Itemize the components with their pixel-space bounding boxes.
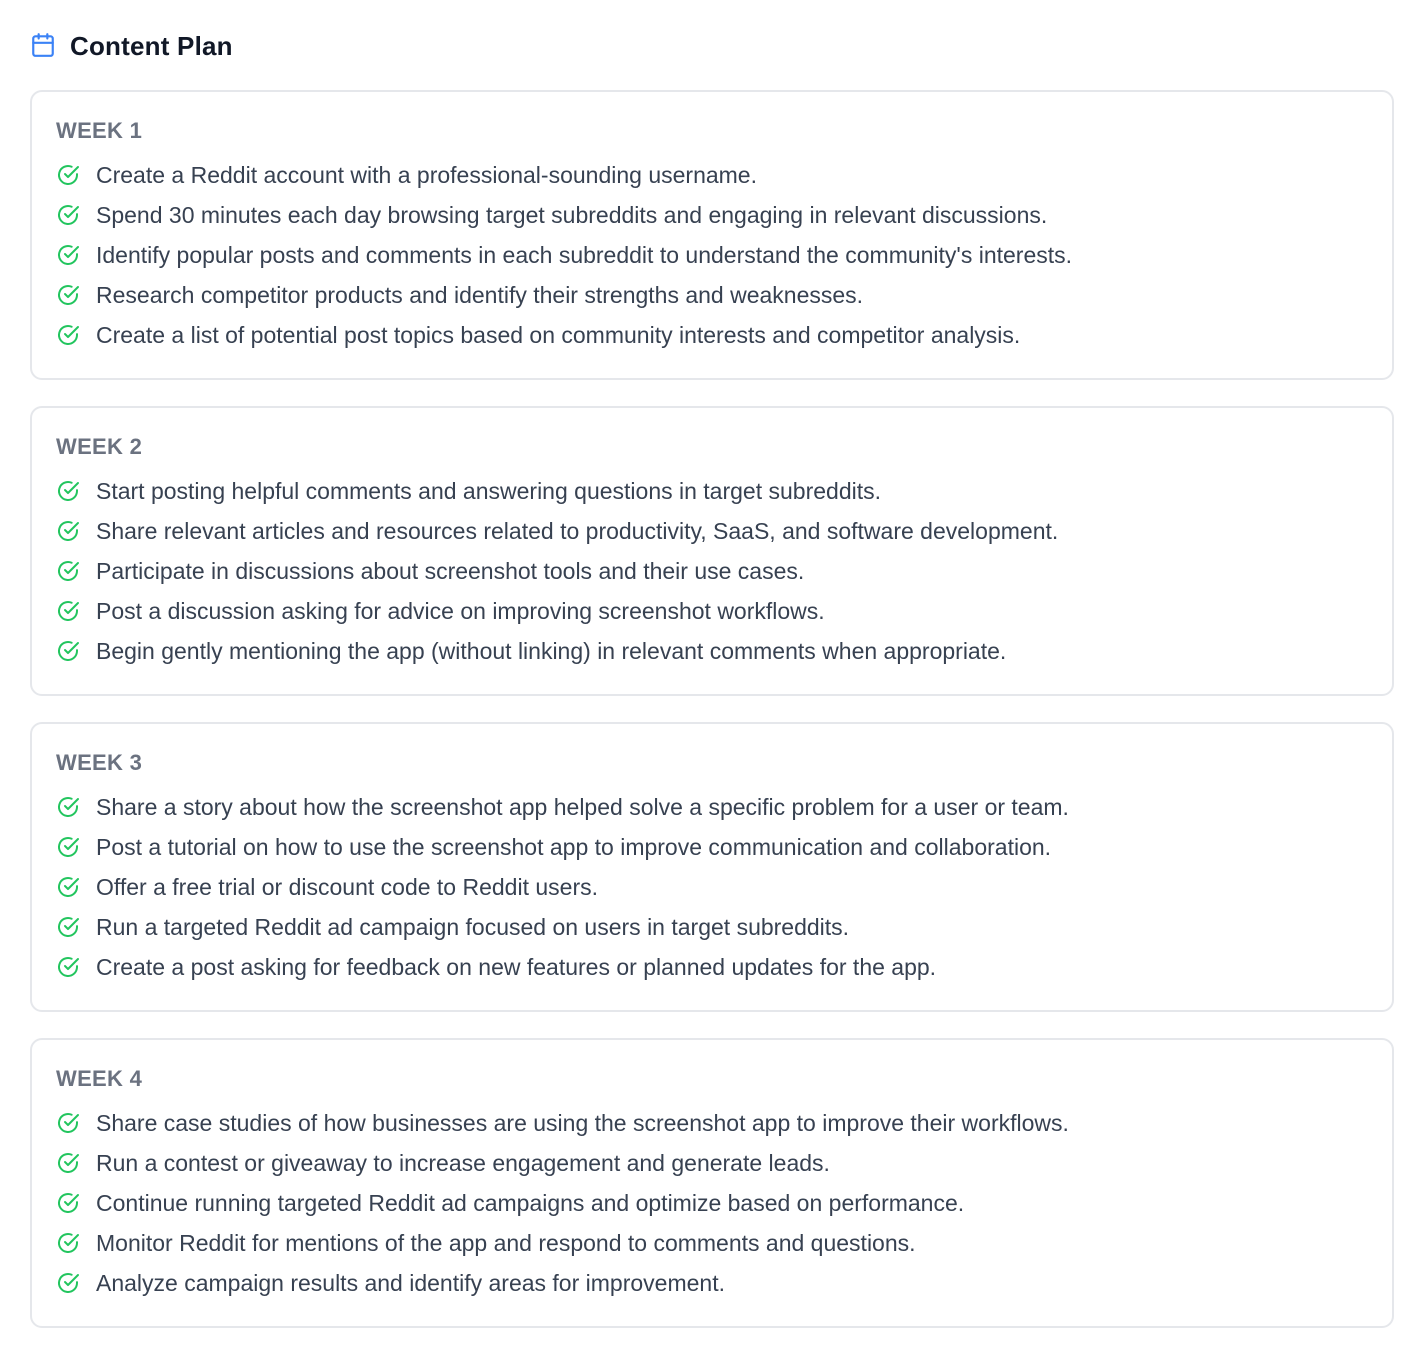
- task-text: Create a post asking for feedback on new features or planned updates for the app.: [96, 954, 937, 980]
- task-list: [56, 794, 1368, 980]
- task-item: [56, 162, 1368, 188]
- task-text: Run a contest or giveaway to increase engagement and generate leads.: [96, 1150, 830, 1176]
- task-item: [56, 1110, 1368, 1136]
- task-text: Start posting helpful comments and answering questions in target subreddits.: [96, 478, 881, 504]
- task-list: [56, 1110, 1368, 1296]
- week-title: WEEK 3: [56, 750, 143, 775]
- task-item: [56, 874, 1368, 900]
- check-circle-icon: [56, 163, 80, 187]
- check-circle-icon: [56, 519, 80, 543]
- task-text: Run a targeted Reddit ad campaign focused on users in target subreddits.: [96, 914, 850, 940]
- check-circle-icon: [56, 1231, 80, 1255]
- task-item: [56, 558, 1368, 584]
- week-card-1: [30, 90, 1394, 380]
- check-circle-icon: [56, 283, 80, 307]
- task-text: Identify popular posts and comments in each subreddit to understand the community's interests.: [96, 242, 1073, 268]
- task-text: Begin gently mentioning the app (without linking) in relevant comments when appropriate.: [96, 638, 1007, 664]
- task-item: [56, 478, 1368, 504]
- task-item: [56, 834, 1368, 860]
- task-item: [56, 322, 1368, 348]
- task-text: Create a Reddit account with a professional-sounding username.: [96, 162, 757, 188]
- content-plan-header: [30, 0, 1394, 94]
- task-item: [56, 1230, 1368, 1256]
- task-text: Share a story about how the screenshot app helped solve a specific problem for a user or team.: [96, 794, 1069, 820]
- week-card-4: [30, 1038, 1394, 1328]
- task-item: [56, 518, 1368, 544]
- check-circle-icon: [56, 599, 80, 623]
- task-text: Spend 30 minutes each day browsing target subreddits and engaging in relevant discussions.: [96, 202, 1048, 228]
- check-circle-icon: [56, 1111, 80, 1135]
- task-text: Create a list of potential post topics based on community interests and competitor analysis.: [96, 322, 1021, 348]
- check-circle-icon: [56, 479, 80, 503]
- page-title: Content Plan: [70, 30, 233, 61]
- task-item: [56, 954, 1368, 980]
- task-text: Participate in discussions about screenshot tools and their use cases.: [96, 558, 805, 584]
- week-card-3: [30, 722, 1394, 1012]
- check-circle-icon: [56, 1151, 80, 1175]
- check-circle-icon: [56, 559, 80, 583]
- task-text: Post a tutorial on how to use the screenshot app to improve communication and collaboration.: [96, 834, 1052, 860]
- check-circle-icon: [56, 243, 80, 267]
- task-item: [56, 282, 1368, 308]
- task-item: [56, 794, 1368, 820]
- task-text: Post a discussion asking for advice on improving screenshot workflows.: [96, 598, 825, 624]
- check-circle-icon: [56, 203, 80, 227]
- week-title: WEEK 2: [56, 434, 143, 459]
- task-text: Continue running targeted Reddit ad campaigns and optimize based on performance.: [96, 1190, 965, 1216]
- check-circle-icon: [56, 915, 80, 939]
- check-circle-icon: [56, 835, 80, 859]
- check-circle-icon: [56, 955, 80, 979]
- check-circle-icon: [56, 795, 80, 819]
- week-card-2: [30, 406, 1394, 696]
- task-text: Offer a free trial or discount code to Reddit users.: [96, 874, 598, 900]
- task-item: [56, 1270, 1368, 1296]
- task-item: [56, 598, 1368, 624]
- task-text: Monitor Reddit for mentions of the app and respond to comments and questions.: [96, 1230, 916, 1256]
- check-circle-icon: [56, 875, 80, 899]
- task-text: Share relevant articles and resources related to productivity, SaaS, and software development.: [96, 518, 1059, 544]
- task-item: [56, 1190, 1368, 1216]
- task-text: Share case studies of how businesses are using the screenshot app to improve their workflows.: [96, 1110, 1069, 1136]
- check-circle-icon: [56, 1191, 80, 1215]
- task-text: Analyze campaign results and identify areas for improvement.: [96, 1270, 725, 1296]
- task-text: Research competitor products and identify their strengths and weaknesses.: [96, 282, 864, 308]
- check-circle-icon: [56, 323, 80, 347]
- task-item: [56, 202, 1368, 228]
- week-title: WEEK 1: [56, 118, 143, 143]
- check-circle-icon: [56, 639, 80, 663]
- task-item: [56, 242, 1368, 268]
- check-circle-icon: [56, 1271, 80, 1295]
- task-item: [56, 1150, 1368, 1176]
- task-list: [56, 162, 1368, 348]
- calendar-icon: [30, 32, 56, 58]
- week-title: WEEK 4: [56, 1066, 143, 1091]
- weeks-list: [30, 90, 1394, 1328]
- task-item: [56, 638, 1368, 664]
- task-item: [56, 914, 1368, 940]
- task-list: [56, 478, 1368, 664]
